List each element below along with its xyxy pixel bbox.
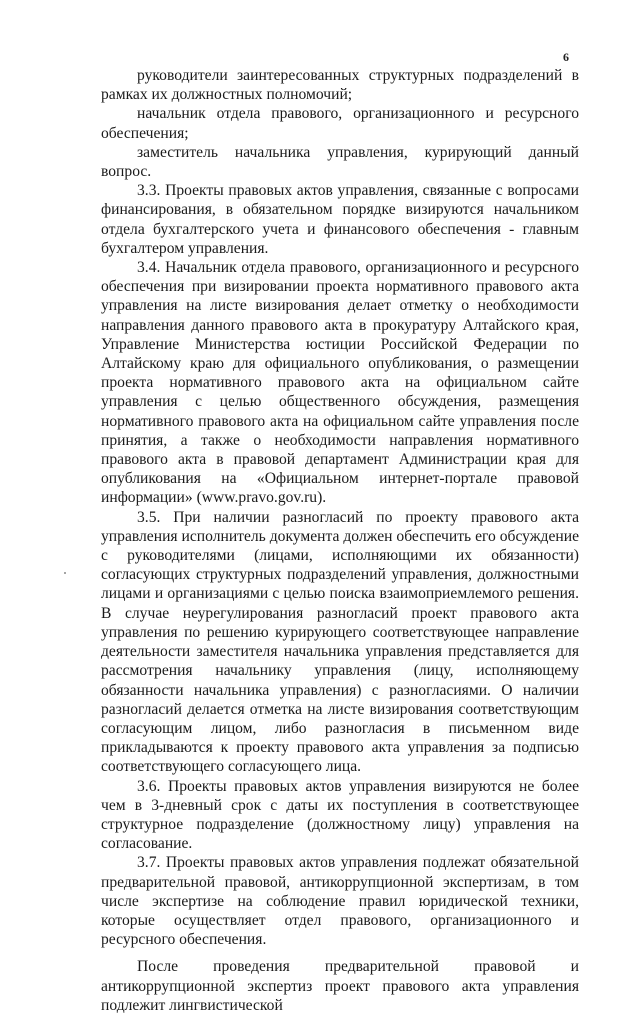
paragraph-linguistic-review: После проведения предварительной правовой и антикоррупционной экспертиз проект правового акта управления подлежит лингвистической [101, 958, 579, 1014]
document-body [101, 66, 579, 1015]
paragraph-3-4: 3.4. Начальник отдела правового, организационного и ресурсного обеспечения при визировании проекта нормативного правового акта управления на листе визирования делает отметку о необходимости направления данного правового акта в прокуратуру Алтайского края, Управление Министерства юстиции Российской Федерации по Алтайскому краю для официального опубликования, о размещении проекта нормативного правового акта на официальном сайте управления с целью общественного обсуждения, размещения нормативного правового акта на официальном сайте управления после принятия, а также о необходимости направления нормативного правового акта в правовой департамент Администрации края для опубликования на «Официальном интернет-портале правовой информации» (www.pravo.gov.ru). [101, 259, 579, 507]
paragraph-3-3: 3.3. Проекты правовых актов управления, связанные с вопросами финансирования, в обязательном порядке визируются начальником отдела бухгалтерского учета и финансового обеспечения - главным бухгалтером управления. [101, 182, 579, 257]
paragraph-3-7: 3.7. Проекты правовых актов управления подлежат обязательной предварительной правовой, антикоррупционной экспертизам, в том числе экспертизе на соблюдение правил юридической техники, которые осуществляет отдел правового, организационного и ресурсного обеспечения. [101, 854, 579, 949]
paragraph-supervisors: руководители заинтересованных структурных подразделений в рамках их должностных полномочий; [101, 67, 579, 104]
page-number: 6 [563, 50, 569, 64]
paragraph-3-5: 3.5. При наличии разногласий по проекту правового акта управления исполнитель документа должен обеспечить его обсуждение с руководителями (лицами, исполняющими их обязанности) согласующих структурных подразделений управления, должностными лицами и организациями с целью поиска взаимоприемлемого решения. В случае неурегулирования разногласий проект правового акта управления по решению курирующего соответствующее направление деятельности заместителя начальника управления представляется для рассмотрения начальнику управления (лицу, исполняющему обязанности начальника управления) с разногласиями. О наличии разногласий делается отметка на листе визирования соответствующим согласующим лицом, либо разногласия в письменном виде прикладываются к проекту правового акта управления за подписью соответствующего согласующего лица. [101, 508, 579, 776]
paragraph-deputy-head: заместитель начальника управления, курирующий данный вопрос. [101, 143, 579, 181]
paragraph-legal-head: начальник отдела правового, организационного и ресурсного обеспечения; [101, 105, 579, 142]
paragraph-3-6: 3.6. Проекты правовых актов управления визируются не более чем в 3-дневный срок с даты их поступления в соответствующее структурное подразделение (должностному лицу) управления на согласование. [101, 777, 579, 853]
scan-speck [64, 572, 66, 574]
